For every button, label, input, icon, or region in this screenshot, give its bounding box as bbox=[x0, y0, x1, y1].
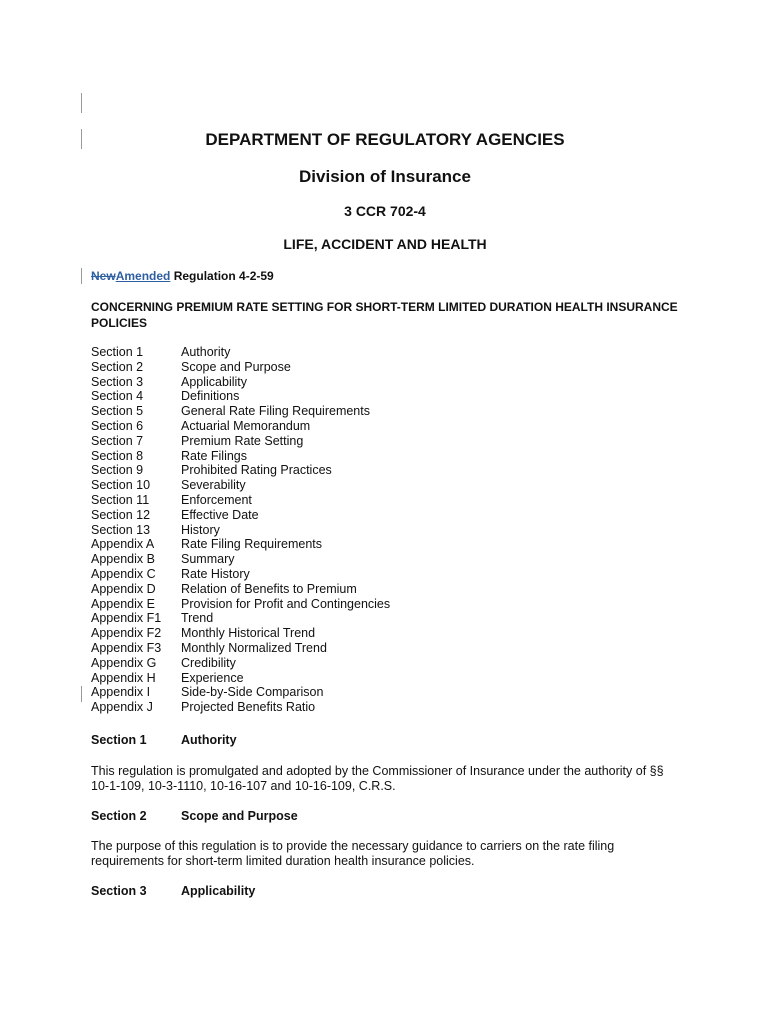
toc-number: Appendix C bbox=[91, 566, 156, 581]
section-heading bbox=[91, 809, 298, 823]
section-body: This regulation is promulgated and adopted by the Commissioner of Insurance under the authority of §§ 10-1-109, 10-3-1110, 10-16-107 and 10-16-109, C.R.S. bbox=[91, 764, 664, 793]
toc-number: Section 4 bbox=[91, 389, 144, 404]
regulation-label: Regulation 4-2-59 bbox=[170, 269, 274, 283]
toc-number: Section 12 bbox=[91, 507, 151, 522]
toc-number: Appendix F3 bbox=[91, 640, 162, 655]
toc-number: Appendix I bbox=[91, 685, 151, 700]
toc-title: Projected Benefits Ratio bbox=[181, 700, 316, 715]
toc-number: Appendix E bbox=[91, 596, 155, 611]
toc-title: Applicability bbox=[181, 374, 248, 389]
toc-title: Premium Rate Setting bbox=[181, 433, 304, 448]
toc-title: Experience bbox=[181, 670, 244, 685]
section-heading bbox=[91, 733, 237, 747]
toc-number: Appendix J bbox=[91, 700, 153, 715]
toc-number: Section 6 bbox=[91, 418, 144, 433]
toc-number: Appendix G bbox=[91, 655, 157, 670]
toc-number: Section 8 bbox=[91, 448, 144, 463]
toc-number: Section 7 bbox=[91, 433, 144, 448]
toc-title: Rate Filing Requirements bbox=[181, 537, 323, 552]
regulation-number bbox=[91, 269, 274, 283]
toc-title: Rate Filings bbox=[181, 448, 247, 463]
deleted-text: New bbox=[91, 269, 116, 283]
section-title: Scope and Purpose bbox=[181, 809, 298, 823]
toc-number: Section 3 bbox=[91, 374, 144, 389]
change-bar bbox=[81, 93, 82, 113]
toc-title: Relation of Benefits to Premium bbox=[181, 581, 357, 596]
toc-title: General Rate Filing Requirements bbox=[181, 404, 370, 419]
division-title: Division of Insurance bbox=[299, 167, 471, 186]
section-number: Section 2 bbox=[91, 809, 147, 823]
toc-title: Actuarial Memorandum bbox=[181, 418, 311, 433]
toc-title: Credibility bbox=[181, 655, 236, 670]
section-body: The purpose of this regulation is to provide the necessary guidance to carriers on the rate filing requirements for short-term limited duration health insurance policies. bbox=[91, 839, 615, 868]
toc-title: Authority bbox=[181, 345, 231, 359]
category-title: LIFE, ACCIDENT AND HEALTH bbox=[283, 236, 487, 252]
toc-number: Section 5 bbox=[91, 404, 144, 419]
toc-title: Monthly Historical Trend bbox=[181, 626, 316, 641]
ccr-number: 3 CCR 702-4 bbox=[344, 203, 426, 219]
toc-number: Section 10 bbox=[91, 478, 151, 493]
toc-title: Rate History bbox=[181, 566, 250, 581]
toc-title: Definitions bbox=[181, 389, 240, 404]
section-heading bbox=[91, 884, 256, 898]
section-number: Section 3 bbox=[91, 884, 147, 898]
toc-title: Monthly Normalized Trend bbox=[181, 640, 327, 655]
toc-title: Summary bbox=[181, 552, 235, 567]
toc-title: Enforcement bbox=[181, 492, 252, 507]
section-title: Authority bbox=[181, 733, 237, 747]
toc-number: Appendix H bbox=[91, 670, 156, 685]
toc-title: Prohibited Rating Practices bbox=[181, 463, 332, 478]
concerning-title: CONCERNING PREMIUM RATE SETTING FOR SHORT-TERM LIMITED DURATION HEALTH INSURANCE POLICIES bbox=[91, 300, 678, 330]
toc-title: Provision for Profit and Contingencies bbox=[181, 596, 391, 611]
toc-number: Appendix F2 bbox=[91, 626, 162, 641]
toc-number: Section 11 bbox=[91, 492, 150, 507]
section-number: Section 1 bbox=[91, 733, 147, 747]
department-title: DEPARTMENT OF REGULATORY AGENCIES bbox=[205, 130, 565, 149]
toc-number: Section 1 bbox=[91, 345, 144, 359]
change-bar bbox=[81, 686, 82, 702]
toc-number: Appendix D bbox=[91, 581, 156, 596]
toc-number: Appendix A bbox=[91, 537, 155, 552]
toc-number: Section 9 bbox=[91, 463, 144, 478]
toc-title: Effective Date bbox=[181, 507, 259, 522]
toc-number: Appendix F1 bbox=[91, 611, 162, 626]
toc-title: History bbox=[181, 522, 220, 537]
toc-number: Appendix B bbox=[91, 552, 155, 567]
change-bar bbox=[81, 268, 82, 284]
toc-title: Scope and Purpose bbox=[181, 359, 291, 374]
toc-number: Section 2 bbox=[91, 359, 144, 374]
inserted-text: Amended bbox=[115, 269, 171, 283]
toc-title: Trend bbox=[181, 611, 214, 626]
section-title: Applicability bbox=[181, 884, 256, 898]
toc-title: Severability bbox=[181, 478, 246, 493]
toc-number: Section 13 bbox=[91, 522, 151, 537]
toc-title: Side-by-Side Comparison bbox=[181, 685, 324, 700]
